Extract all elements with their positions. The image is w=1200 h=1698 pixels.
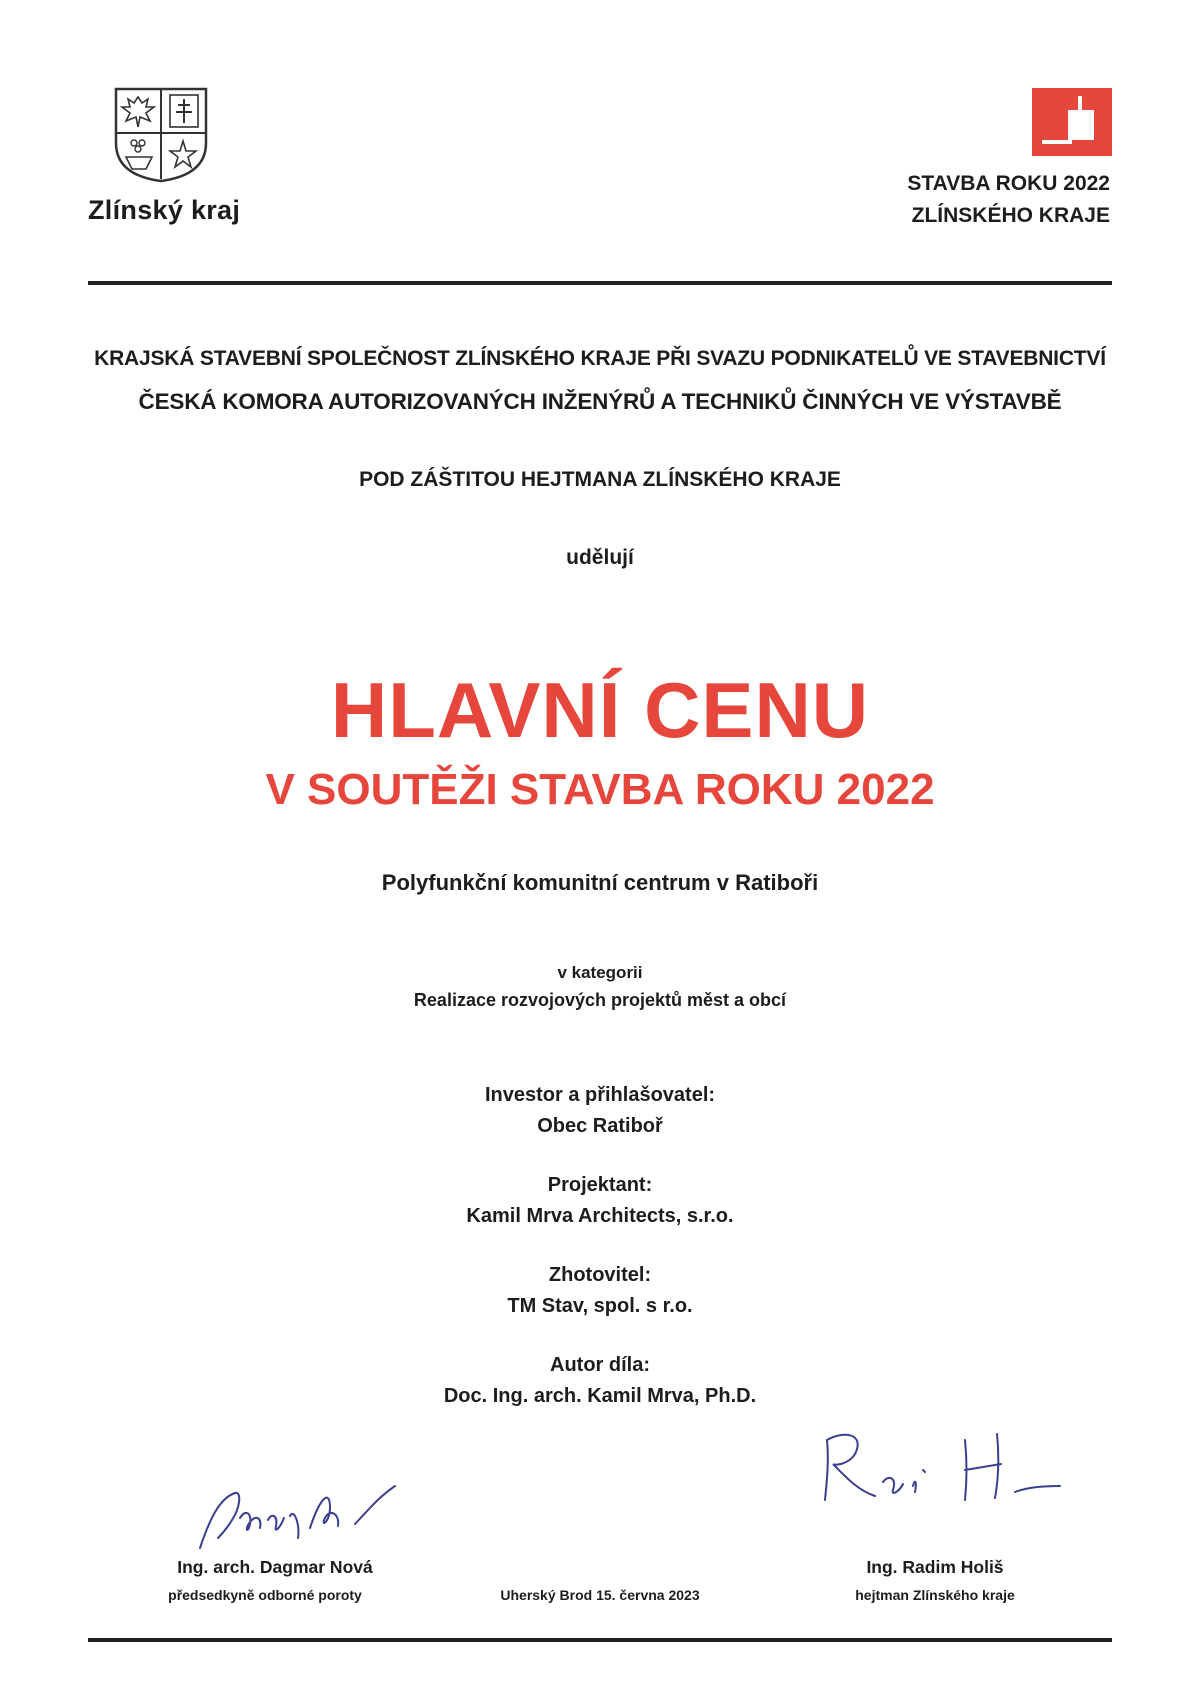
credit-name: TM Stav, spol. s r.o. <box>507 1295 693 1317</box>
category-label: v kategorii <box>557 963 643 982</box>
award-subtitle: V SOUTĚŽI STAVBA ROKU 2022 <box>265 765 935 814</box>
credit-designer <box>0 1170 1200 1232</box>
award-title: HLAVNÍ CENU <box>330 666 870 754</box>
organizer-line-1: KRAJSKÁ STAVEBNÍ SPOLEČNOST ZLÍNSKÉHO KRAJE PŘI SVAZU PODNIKATELŮ VE STAVEBNICTVÍ <box>94 347 1106 370</box>
credit-contractor <box>0 1260 1200 1322</box>
credit-role: Projektant: <box>547 1174 653 1196</box>
signature-right-image <box>805 1420 1075 1510</box>
credit-role: Autor díla: <box>550 1354 650 1376</box>
patronage-text: POD ZÁŠTITOU HEJTMANA ZLÍNSKÉHO KRAJE <box>359 468 841 491</box>
credit-name: Obec Ratiboř <box>537 1115 663 1137</box>
stavba-roku-logo-icon <box>1032 88 1112 156</box>
award-brand-line2: ZLÍNSKÉHO KRAJE <box>911 204 1110 227</box>
credit-role: Zhotovitel: <box>548 1264 652 1286</box>
place-and-date: Uherský Brod 15. června 2023 <box>500 1587 700 1603</box>
region-name: Zlínský kraj <box>88 195 241 225</box>
category-value: Realizace rozvojových projektů měst a obcí <box>413 990 787 1010</box>
credit-name: Kamil Mrva Architects, s.r.o. <box>466 1205 734 1227</box>
award-brand-line1: STAVBA ROKU 2022 <box>907 172 1110 195</box>
footer-divider <box>88 1638 1112 1642</box>
signatory-left-role: předsedkyně odborné poroty <box>168 1587 362 1603</box>
credit-investor <box>0 1080 1200 1142</box>
grant-verb: udělují <box>566 546 634 569</box>
credit-name: Doc. Ing. arch. Kamil Mrva, Ph.D. <box>443 1385 757 1407</box>
project-name: Polyfunkční komunitní centrum v Ratiboři <box>381 870 819 895</box>
signatory-right-name: Ing. Radim Holiš <box>866 1557 1004 1577</box>
credit-role: Investor a přihlašovatel: <box>484 1084 716 1106</box>
header-divider <box>88 281 1112 285</box>
signatory-right-role: hejtman Zlínského kraje <box>855 1587 1015 1603</box>
signature-left-image <box>180 1478 440 1558</box>
signatory-left-name: Ing. arch. Dagmar Nová <box>177 1557 373 1577</box>
credit-author <box>0 1350 1200 1412</box>
organizer-line-2: ČESKÁ KOMORA AUTORIZOVANÝCH INŽENÝRŮ A TECHNIKŮ ČINNÝCH VE VÝSTAVBĚ <box>138 389 1062 414</box>
region-coat-of-arms-icon <box>112 85 210 183</box>
award-brand-text <box>907 168 1110 232</box>
